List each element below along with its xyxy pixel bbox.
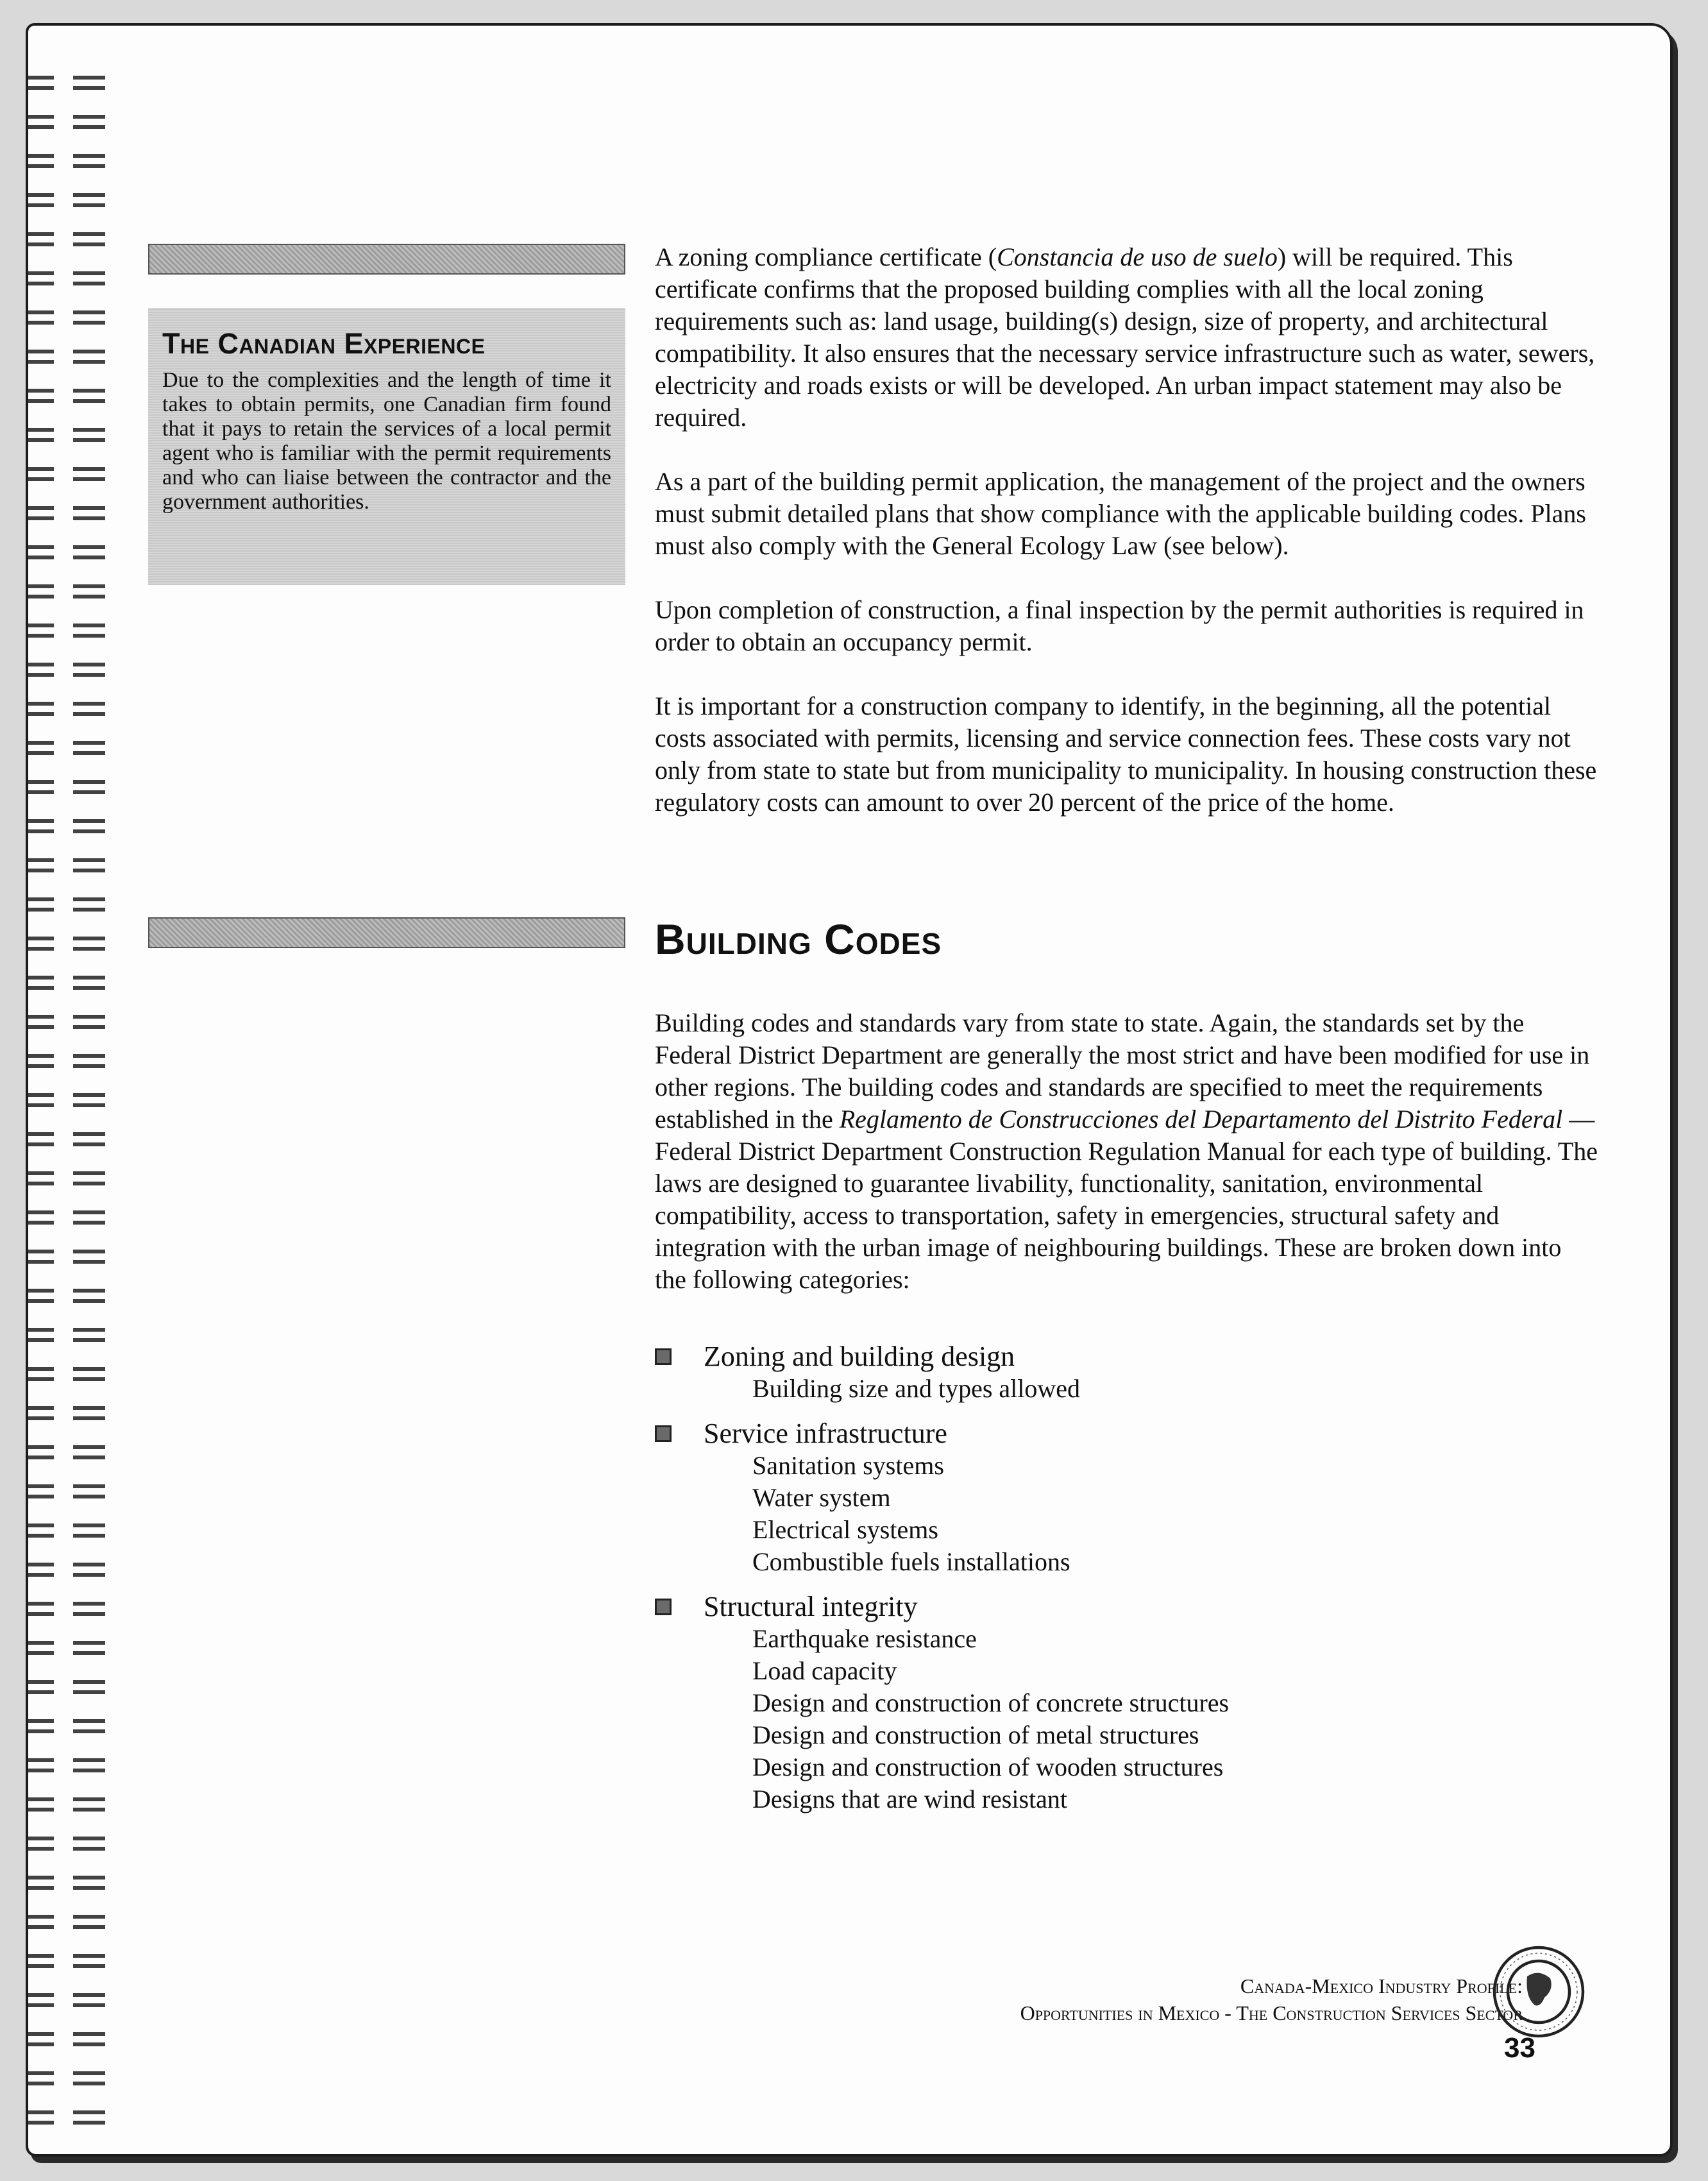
category-structural-integrity: Structural integrity Earthquake resistance Load capacity Design and construction of concrete structures Design and construction of metal structures Design and construction of wooden structures Designs that are wind resistant xyxy=(655,1591,1598,1815)
bullet-square-icon xyxy=(655,1425,672,1442)
spiral-binding xyxy=(28,64,118,2143)
category-service-infrastructure: Service infrastructure Sanitation systems Water system Electrical systems Combustible fuels installations xyxy=(655,1418,1598,1578)
building-codes-body xyxy=(655,1007,1598,1296)
list-item: Design and construction of wooden structures xyxy=(752,1752,1224,1781)
document-page xyxy=(26,23,1673,2157)
list-item: Water system xyxy=(752,1483,891,1512)
list-item: Combustible fuels installations xyxy=(752,1547,1070,1576)
north-america-logo-icon xyxy=(1491,1944,1587,2040)
list-item: Design and construction of concrete structures xyxy=(752,1688,1230,1717)
list-item: Sanitation systems xyxy=(752,1451,944,1480)
list-item: Load capacity xyxy=(752,1656,897,1685)
paragraph-costs: It is important for a construction company to identify, in the beginning, all the potential costs associated with permits, licensing and service connection fees. These costs vary not only from state to state but from municipality to municipality. In housing construction these regulatory costs can amount to over 20 percent of the price of the home. xyxy=(655,692,1597,817)
paragraph-building-codes: Building codes and standards vary from state to state. Again, the standards set by the Federal District Department are generally the most strict and have been modified for use in other regions. The building codes and standards are specified to meet the requirements established in the Reglamento de Construcciones del Departamento del Distrito Federal — Federal District Department Construction Regulation Manual for each type of building. The laws are designed to guarantee livability, functionality, sanitation, environmental compatibility, access to transportation, safety in emergencies, structural safety and integration with the urban image of neighbouring buildings. These are broken down into the following categories: xyxy=(655,1008,1598,1294)
bullet-square-icon xyxy=(655,1348,672,1365)
sidebar-rule-section xyxy=(148,917,625,948)
sidebar-title: The Canadian Experience xyxy=(162,327,486,360)
canadian-experience-box xyxy=(148,308,625,585)
page-number: 33 xyxy=(1504,2032,1535,2064)
paragraph-final-inspection: Upon completion of construction, a final inspection by the permit authorities is required in order to obtain an occupancy permit. xyxy=(655,595,1584,656)
category-list xyxy=(655,1341,1598,1828)
paragraph-zoning: A zoning compliance certificate (Constancia de uso de suelo) will be required. This certificate confirms that the proposed building complies with all the local zoning requirements such as: land usage, building(s) design, size of property, and architectural compatibility. It also ensures that the necessary service infrastructure such as water, sewers, electricity and roads exists or will be developed. An urban impact statement may also be required. xyxy=(655,242,1595,432)
category-zoning: Zoning and building design Building size and types allowed xyxy=(655,1341,1598,1405)
footer-title: Canada-Mexico Industry Profile: Opportunities in Mexico - The Construction Services Sector xyxy=(1020,1974,1523,2024)
list-item: Designs that are wind resistant xyxy=(752,1785,1067,1813)
list-item: Building size and types allowed xyxy=(752,1374,1081,1403)
section-heading: Building Codes xyxy=(655,915,942,963)
sidebar-text: Due to the complexities and the length of time it takes to obtain permits, one Canadian firm found that it pays to retain the services of a local permit agent who is familiar with the permit requirements and who can liaise between the contractor and the government authorities. xyxy=(162,368,611,514)
intro-paragraphs xyxy=(655,241,1598,819)
paragraph-permit-application: As a part of the building permit application, the management of the project and the owners must submit detailed plans that show compliance with the applicable building codes. Plans must also comply with the General Ecology Law (see below). xyxy=(655,467,1586,560)
bullet-square-icon xyxy=(655,1599,672,1615)
sidebar-rule-top xyxy=(148,244,625,275)
list-item: Design and construction of metal structures xyxy=(752,1720,1199,1749)
list-item: Earthquake resistance xyxy=(752,1624,977,1653)
list-item: Electrical systems xyxy=(752,1515,938,1544)
